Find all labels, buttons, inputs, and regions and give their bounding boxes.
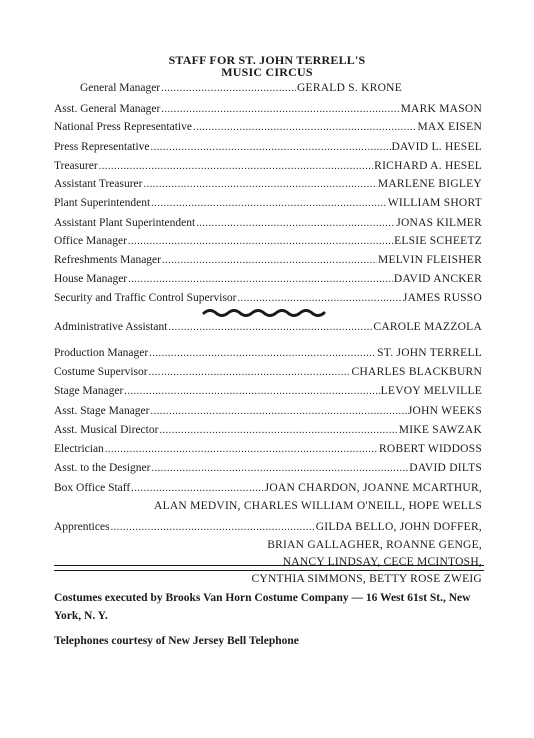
staff-row — [54, 291, 482, 306]
costume-credit: Costumes executed by Brooks Van Horn Costume Company — 16 West 61st St., New York, N. Y. — [54, 592, 471, 622]
staff-role: National Press Representative — [54, 121, 192, 133]
staff-row — [54, 159, 482, 174]
staff-name: CHARLES BLACKBURN — [351, 366, 482, 378]
staff-role: General Manager — [80, 82, 161, 94]
staff-role: Stage Manager — [54, 385, 124, 397]
staff-role: House Manager — [54, 273, 128, 285]
staff-role: Asst. General Manager — [54, 103, 161, 115]
staff-role: Refreshments Manager — [54, 254, 161, 266]
staff-name: ST. JOHN TERRELL — [377, 347, 482, 359]
dot-leader — [161, 82, 296, 96]
staff-role: Assistant Plant Superintendent — [54, 217, 196, 229]
staff-role: Office Manager — [54, 235, 127, 247]
staff-name: ELSIE SCHEETZ — [394, 235, 482, 247]
staff-entry — [54, 320, 482, 335]
staff-name: MAX EISEN — [417, 121, 482, 133]
dot-leader — [105, 443, 378, 457]
staff-row — [54, 384, 482, 399]
staff-row — [54, 177, 482, 192]
staff-entry — [54, 461, 482, 476]
staff-row — [54, 423, 482, 438]
staff-row — [54, 216, 482, 231]
staff-entry — [54, 384, 482, 399]
staff-name-continuation: NANCY LINDSAY, CECE MCINTOSH, — [282, 556, 482, 568]
staff-row — [54, 140, 482, 155]
staff-name: MARK MASON — [400, 103, 482, 115]
staff-row — [54, 120, 482, 135]
staff-role: Treasurer — [54, 160, 98, 172]
staff-role: Plant Superintendent — [54, 197, 151, 209]
dot-leader — [128, 235, 393, 249]
dot-leader — [151, 141, 391, 155]
dot-leader — [131, 482, 263, 496]
staff-row — [54, 365, 482, 380]
staff-entry — [54, 196, 482, 211]
staff-role: Security and Traffic Control Supervisor — [54, 292, 237, 304]
staff-entry — [54, 102, 482, 117]
staff-row — [54, 234, 482, 249]
staff-name-continuation: BRIAN GALLAGHER, ROANNE GENGE, — [267, 539, 482, 551]
staff-entry — [54, 140, 482, 155]
dot-leader — [162, 254, 377, 268]
staff-role: Production Manager — [54, 347, 149, 359]
staff-entry — [54, 272, 482, 287]
staff-name: DAVID ANCKER — [393, 273, 482, 285]
dot-leader — [128, 273, 393, 287]
staff-entry — [54, 520, 482, 586]
staff-entry — [54, 423, 482, 438]
dot-leader — [99, 160, 374, 174]
staff-row — [54, 461, 482, 476]
staff-role: Apprentices — [54, 521, 110, 533]
staff-row — [54, 102, 482, 117]
dot-leader — [149, 366, 351, 380]
staff-name: JOHN WEEKS — [407, 405, 482, 417]
staff-role: Asst. Musical Director — [54, 424, 159, 436]
staff-role: Costume Supervisor — [54, 366, 148, 378]
page-heading-line1: STAFF FOR ST. JOHN TERRELL'S — [168, 53, 366, 67]
dot-leader — [151, 462, 408, 476]
staff-row — [54, 253, 482, 268]
staff-role: Asst. to the Designer — [54, 462, 151, 474]
dot-leader — [238, 292, 402, 306]
staff-name: CAROLE MAZZOLA — [373, 321, 482, 333]
staff-name: JAMES RUSSO — [402, 292, 482, 304]
staff-role: Electrician — [54, 443, 104, 455]
staff-name: WILLIAM SHORT — [387, 197, 482, 209]
dot-leader — [144, 178, 377, 192]
staff-entry — [54, 442, 482, 457]
staff-entry — [54, 216, 482, 231]
staff-name: JOAN CHARDON, JOANNE MCARTHUR, — [264, 482, 482, 494]
staff-name: MELVIN FLEISHER — [378, 254, 482, 266]
staff-entry — [54, 404, 482, 419]
dot-leader — [161, 103, 399, 117]
staff-role: Box Office Staff — [54, 482, 131, 494]
staff-name: MARLENE BIGLEY — [377, 178, 482, 190]
staff-row — [54, 196, 482, 211]
staff-role: Administrative Assistant — [54, 321, 168, 333]
staff-name: GILDA BELLO, JOHN DOFFER, — [315, 521, 482, 533]
staff-entry — [54, 365, 482, 380]
staff-row — [54, 442, 482, 457]
dot-leader — [124, 385, 379, 399]
staff-entry — [54, 159, 482, 174]
staff-name: JONAS KILMER — [396, 217, 482, 229]
staff-name: DAVID L. HESEL — [391, 141, 482, 153]
staff-entry — [54, 291, 482, 306]
staff-name-continuation: CYNTHIA SIMMONS, BETTY ROSE ZWEIG — [251, 573, 482, 585]
staff-name: ROBERT WIDDOSS — [378, 443, 482, 455]
wavy-divider — [202, 307, 330, 319]
staff-name: DAVID DILTS — [409, 462, 482, 474]
dot-leader — [193, 121, 416, 135]
staff-role: Press Representative — [54, 141, 150, 153]
staff-name: RICHARD A. HESEL — [374, 160, 482, 172]
dot-leader — [149, 347, 376, 361]
page-heading-line2: MUSIC CIRCUS — [221, 65, 313, 79]
divider-rule-bottom — [54, 570, 484, 571]
staff-row — [54, 320, 482, 335]
staff-entry — [54, 253, 482, 268]
dot-leader — [168, 321, 372, 335]
staff-entry — [80, 81, 402, 96]
dot-leader — [196, 217, 395, 231]
dot-leader — [159, 424, 397, 438]
staff-role: Assistant Treasurer — [54, 178, 143, 190]
staff-row — [54, 520, 482, 535]
staff-name: MIKE SAWZAK — [398, 424, 482, 436]
staff-name: LEVOY MELVILLE — [380, 385, 482, 397]
dot-leader — [111, 521, 315, 535]
dot-leader — [151, 197, 387, 211]
staff-row — [80, 81, 402, 96]
staff-row — [54, 346, 482, 361]
staff-entry — [54, 481, 482, 513]
staff-entry — [54, 177, 482, 192]
dot-leader — [151, 405, 407, 419]
staff-entry — [54, 234, 482, 249]
staff-role: Asst. Stage Manager — [54, 405, 150, 417]
staff-row — [54, 481, 482, 496]
staff-row — [54, 404, 482, 419]
staff-row — [54, 272, 482, 287]
staff-entry — [54, 120, 482, 135]
staff-name-continuation: ALAN MEDVIN, CHARLES WILLIAM O'NEILL, HOPE WELLS — [154, 500, 482, 512]
divider-rule-top — [54, 565, 484, 566]
staff-name: GERALD S. KRONE — [296, 82, 402, 94]
telephone-credit: Telephones courtesy of New Jersey Bell Telephone — [54, 635, 299, 647]
staff-entry — [54, 346, 482, 361]
